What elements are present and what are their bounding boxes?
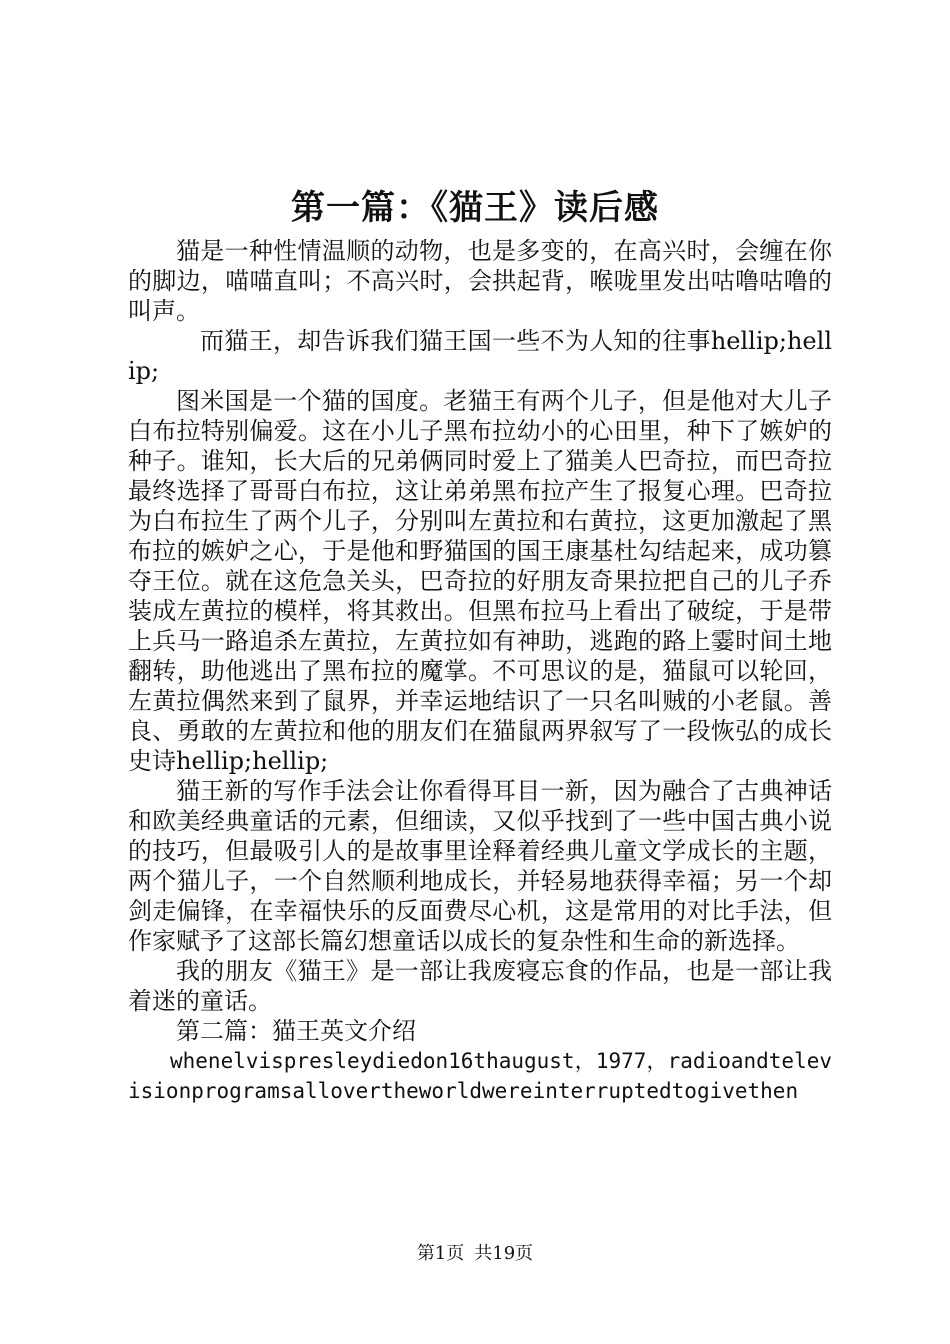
- document-body: [128, 236, 832, 1106]
- paragraph-english-intro: whenelvispresleydiedon16thaugust，1977，radioandtelevisionprogramsallovertheworldwereinterruptedtogivethen: [128, 1049, 832, 1103]
- document-title: 第一篇：《猫王》读后感: [291, 188, 659, 228]
- paragraph-cat-king-intro: 而猫王，却告诉我们猫王国一些不为人知的往事hellip;hellip;: [128, 327, 832, 385]
- page-total: 共19页: [474, 1243, 534, 1264]
- paragraph-story-summary: 图米国是一个猫的国度。老猫王有两个儿子，但是他对大儿子白布拉特别偏爱。这在小儿子黑布拉幼小的心田里，种下了嫉妒的种子。谁知，长大后的兄弟俩同时爱上了猫美人巴奇拉，而巴奇拉最终选择了哥哥白布拉，这让弟弟黑布拉产生了报复心理。巴奇拉为白布拉生了两个儿子，分别叫左黄拉和右黄拉，这更加激起了黑布拉的嫉妒之心，于是他和野猫国的国王康基杜勾结起来，成功篡夺王位。就在这危急关头，巴奇拉的好朋友奇果拉把自己的儿子乔装成左黄拉的模样，将其救出。但黑布拉马上看出了破绽，于是带上兵马一路追杀左黄拉，左黄拉如有神助，逃跑的路上霎时间土地翻转，助他逃出了黑布拉的魔掌。不可思议的是，猫鼠可以轮回，左黄拉偶然来到了鼠界，并幸运地结识了一只名叫贼的小老鼠。善良、勇敢的左黄拉和他的朋友们在猫鼠两界叙写了一段恢弘的成长史诗hellip;hellip;: [128, 387, 832, 775]
- paragraph-cat-nature: 猫是一种性情温顺的动物，也是多变的，在高兴时，会缠在你的脚边，喵喵直叫；不高兴时，会拱起背，喉咙里发出咕噜咕噜的叫声。: [128, 237, 832, 325]
- paragraph-conclusion: 我的朋友《猫王》是一部让我废寝忘食的作品，也是一部让我着迷的童话。: [128, 957, 832, 1015]
- page-footer: [0, 1241, 950, 1267]
- page-number: 第1页: [416, 1243, 465, 1264]
- paragraph-writing-style: 猫王新的写作手法会让你看得耳目一新，因为融合了古典神话和欧美经典童话的元素，但细读，又似乎找到了一些中国古典小说的技巧，但最吸引人的是故事里诠释着经典儿童文学成长的主题，两个猫儿子，一个自然顺利地成长，并轻易地获得幸福；另一个却剑走偏锋，在幸福快乐的反面费尽心机，这是常用的对比手法，但作家赋予了这部长篇幻想童话以成长的复杂性和生命的新选择。: [128, 777, 832, 955]
- section-heading-second: 第二篇：猫王英文介绍: [176, 1017, 416, 1045]
